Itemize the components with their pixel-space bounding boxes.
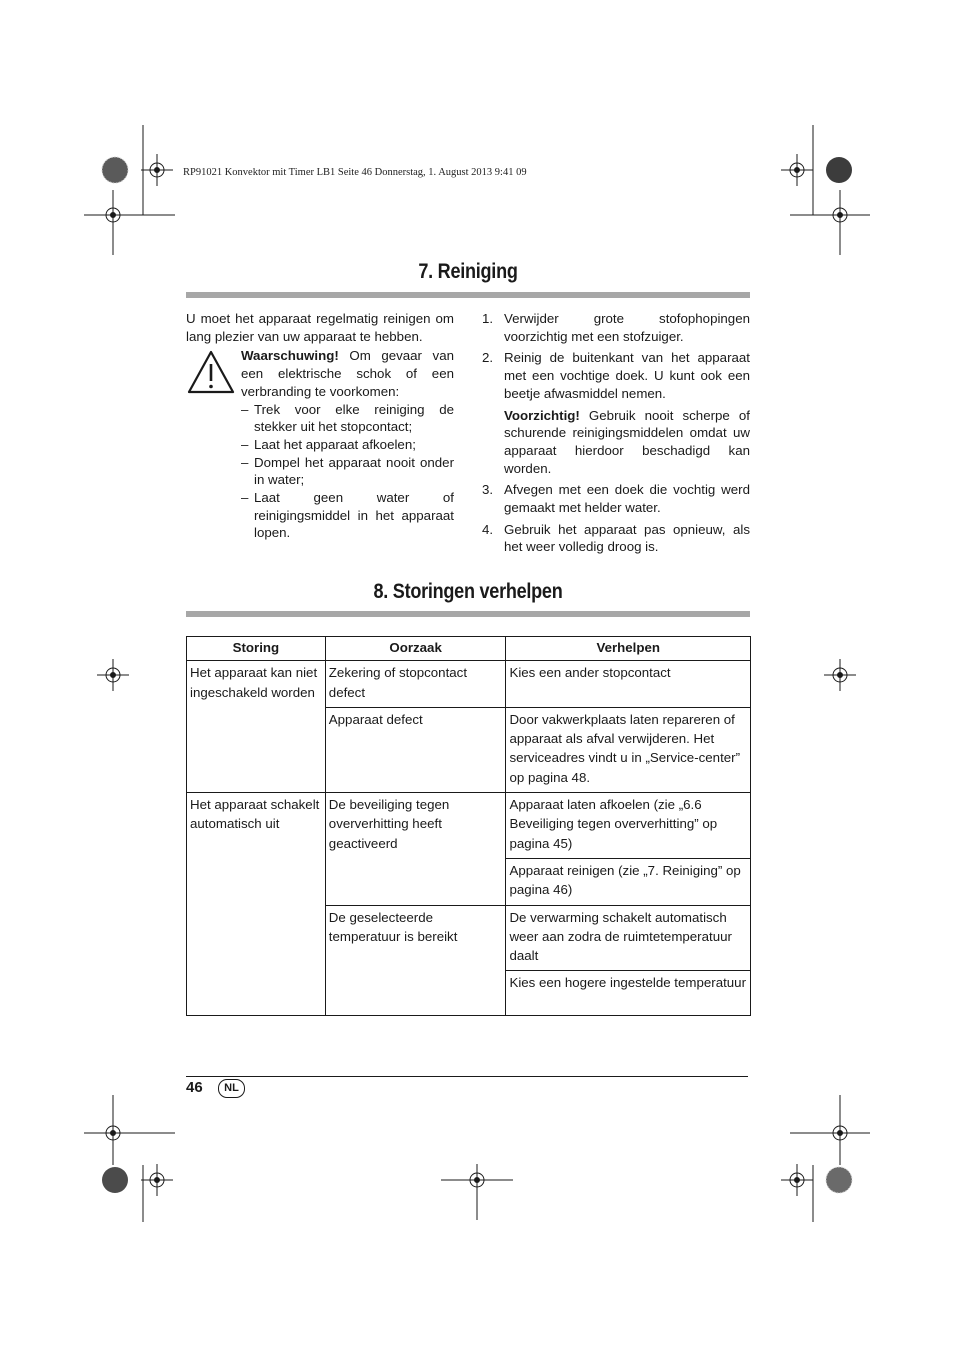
- warning-block: [186, 347, 454, 542]
- section-rule: [186, 292, 750, 298]
- oorzaak-cell: De beveiliging tegen oververhitting heeft geactiveerd: [325, 793, 506, 905]
- page-number: 46: [186, 1079, 203, 1096]
- header-verhelpen: Verhelpen: [506, 637, 751, 661]
- header-oorzaak: Oorzaak: [325, 637, 506, 661]
- warning-label: Waarschuwing!: [241, 348, 339, 364]
- intro-text: U moet het apparaat regelmatig reinigen om lang plezier van uw apparaat te hebben.: [186, 311, 454, 344]
- warning-item: – Laat het apparaat afkoelen;: [241, 436, 454, 454]
- oorzaak-cell: De geselecteerde temperatuur is bereikt: [325, 905, 506, 1016]
- warning-body: Om gevaar van een elektrische schok of een verbranding te voorkomen:: [241, 348, 454, 399]
- warning-item: – Laat geen water of reinigingsmiddel in het apparaat lopen.: [241, 489, 454, 542]
- storing-cell: Het apparaat kan niet ingeschakeld worden: [187, 661, 326, 793]
- troubleshooting-table: [186, 636, 751, 1016]
- table-header-row: [187, 637, 751, 661]
- caution-text: Voorzichtig! Gebruik nooit scherpe of schurende reinigingsmiddelen omdat uw apparaat hierdoor beschadigd kan worden.: [504, 407, 750, 476]
- warning-item: – Dompel het apparaat nooit onder in water;: [241, 454, 454, 489]
- right-column: [482, 310, 750, 560]
- section-rule: [186, 611, 750, 617]
- table-row: [187, 793, 751, 859]
- language-badge: NL: [218, 1079, 245, 1098]
- verhelpen-cell: Door vakwerkplaats laten repareren of apparaat als afval verwijderen. Het serviceadres vindt u in „Service-center” op pagina 48.: [506, 707, 751, 792]
- step-item: 1. Verwijder grote stofophopingen voorzichtig met een stofzuiger.: [482, 311, 750, 344]
- oorzaak-cell: Apparaat defect: [325, 707, 506, 792]
- storing-cell: Het apparaat schakelt automatisch uit: [187, 793, 326, 1016]
- header-storing: Storing: [187, 637, 326, 661]
- verhelpen-cell: Kies een ander stopcontact: [506, 661, 751, 708]
- verhelpen-cell: De verwarming schakelt automatisch weer aan zodra de ruimtetemperatuur daalt: [506, 905, 751, 971]
- oorzaak-cell: Zekering of stopcontact defect: [325, 661, 506, 708]
- left-column: [186, 310, 454, 542]
- verhelpen-cell: Apparaat laten afkoelen (zie „6.6 Beveiliging tegen oververhitting” op pagina 45): [506, 793, 751, 859]
- caution-label: Voorzichtig!: [504, 407, 580, 423]
- warning-text: [241, 347, 454, 400]
- section-title-storingen: 8. Storingen verhelpen: [373, 580, 563, 603]
- verhelpen-cell: Kies een hogere ingestelde temperatuur: [506, 971, 751, 1016]
- step-item: 2. Reinig de buitenkant van het apparaat met een vochtige doek. U kunt ook een beetje afwasmiddel nemen.: [482, 350, 750, 401]
- step-item: 3. Afvegen met een doek die vochtig werd gemaakt met helder water.: [482, 482, 750, 516]
- section-title-reiniging: 7. Reiniging: [418, 260, 518, 283]
- verhelpen-cell: Apparaat reinigen (zie „7. Reiniging” op pagina 46): [506, 858, 751, 905]
- footer-rule: [186, 1076, 748, 1077]
- print-slug: RP91021 Konvektor mit Timer LB1 Seite 46 Donnerstag, 1. August 2013 9:41 09: [183, 167, 527, 178]
- warning-triangle-icon: [186, 349, 236, 395]
- warning-item: – Trek voor elke reiniging de stekker uit het stopcontact;: [241, 401, 454, 436]
- table-row: [187, 661, 751, 708]
- step-item: 4. Gebruik het apparaat pas opnieuw, als het weer volledig droog is.: [482, 521, 750, 555]
